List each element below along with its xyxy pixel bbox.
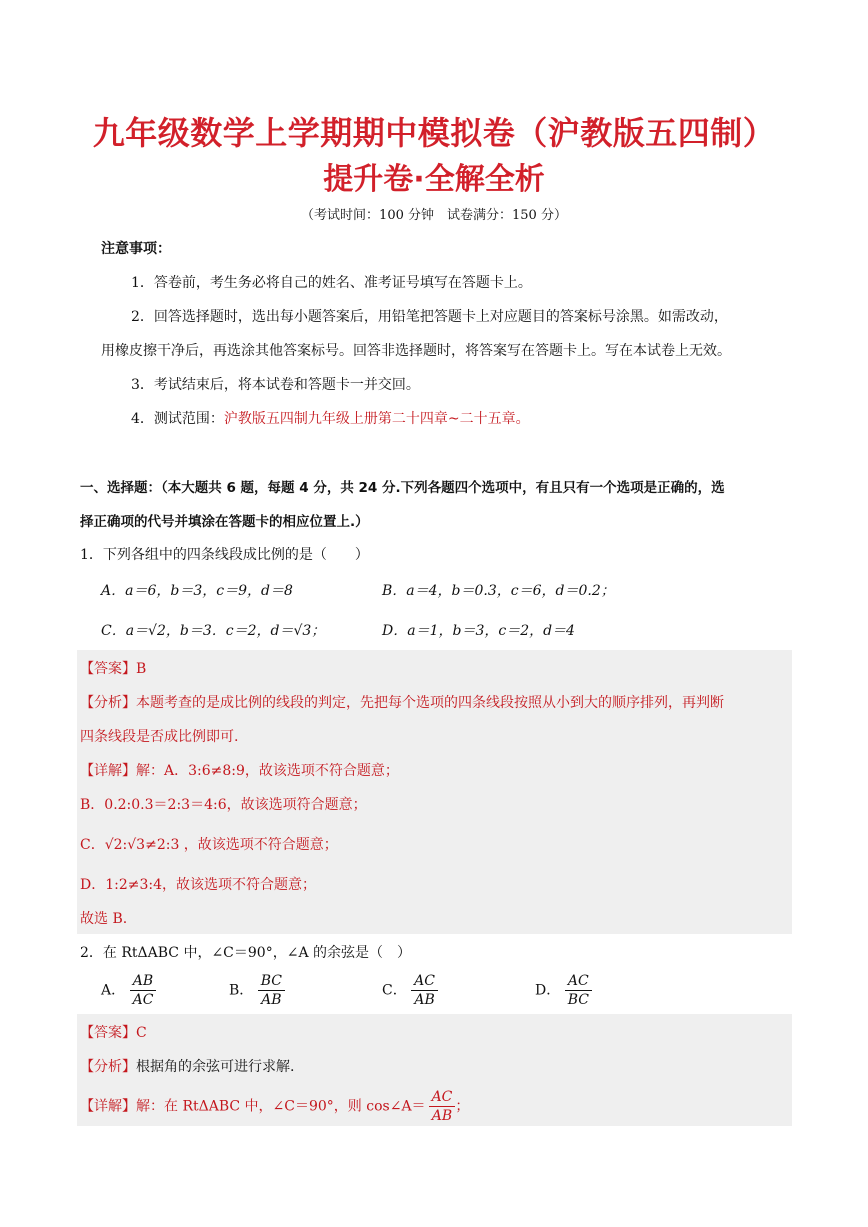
q2-option-d xyxy=(535,972,592,1009)
q1-answer: 【答案】B xyxy=(80,661,147,677)
q2-option-a xyxy=(101,972,156,1009)
q2-option-b-denominator: AB xyxy=(261,992,282,1008)
q2-option-b-label: B． xyxy=(229,982,254,999)
title-line-2: 提升卷·全解全析 xyxy=(323,162,545,197)
note-3: 3．考试结束后，将本试卷和答题卡一并交回。 xyxy=(131,377,420,393)
q1-detail-1 xyxy=(80,760,399,780)
q2-detail-end: ； xyxy=(455,1098,470,1115)
q2-answer: 【答案】C xyxy=(80,1025,147,1041)
title-line-1: 九年级数学上学期期中模拟卷（沪教版五四制） xyxy=(92,114,776,152)
note-1: 1．答卷前，考生务必将自己的姓名、准考证号填写在答题卡上。 xyxy=(131,275,532,291)
section-1-heading-1: 一、选择题：（本大题共 6 题，每题 4 分，共 24 分.下列各题四个选项中，有且只有一个选项是正确的，选 xyxy=(80,480,725,496)
q1-detail-tag: 【详解】 xyxy=(80,763,136,779)
q1-option-b: B．a＝4，b＝0.3，c＝6，d＝0.2； xyxy=(382,583,615,599)
q2-analysis-text: 根据角的余弦可进行求解. xyxy=(136,1059,295,1075)
q1-option-a: A．a＝6，b＝3，c＝9，d＝8 xyxy=(101,583,293,599)
q2-option-c xyxy=(382,972,438,1009)
q1-detail-2: B．0.2:0.3＝2:3＝4:6，故该选项符合题意； xyxy=(80,797,367,813)
q1-analysis-text-1: 本题考查的是成比例的线段的判定，先把每个选项的四条线段按照从小到大的顺序排列，再判断 xyxy=(136,695,724,711)
note-2b: 用橡皮擦干净后，再选涂其他答案标号。回答非选择题时，将答案写在答题卡上。写在本试卷上无效。 xyxy=(101,343,731,359)
note-4-prefix: 4．测试范围： xyxy=(131,411,224,427)
q2-detail xyxy=(80,1088,469,1125)
q1-option-d: D．a＝1，b＝3，c＝2，d＝4 xyxy=(382,623,575,639)
q2-option-a-denominator: AC xyxy=(132,992,154,1008)
q2-detail-numerator: AC xyxy=(429,1088,456,1107)
note-2a: 2．回答选择题时，选出每小题答案后，用铅笔把答题卡上对应题目的答案标号涂黑。如需改动， xyxy=(131,309,728,325)
section-1-heading-2: 择正确项的代号并填涂在答题卡的相应位置上.） xyxy=(80,514,369,530)
q1-stem: 1．下列各组中的四条线段成比例的是（ ） xyxy=(80,547,369,563)
q1-detail-4: D．1:2≠3:4，故该选项不符合题意； xyxy=(80,877,317,893)
q1-option-c: C．a＝√2，b＝3．c＝2，d＝√3； xyxy=(101,623,326,639)
note-4 xyxy=(131,408,530,428)
q2-option-d-numerator: AC xyxy=(565,972,592,991)
q1-analysis-2: 四条线段是否成比例即可. xyxy=(80,729,239,745)
q2-option-c-label: C． xyxy=(382,982,407,999)
q1-detail-text-1: 解：A．3:6≠8:9，故该选项不符合题意； xyxy=(136,763,399,779)
q1-analysis-1 xyxy=(80,692,724,712)
q1-analysis-tag: 【分析】 xyxy=(80,695,136,711)
q2-analysis-tag: 【分析】 xyxy=(80,1059,136,1075)
q2-option-b xyxy=(229,972,285,1009)
q2-stem: 2．在 RtΔABC 中，∠C＝90°，∠A 的余弦是（ ） xyxy=(80,945,412,961)
q2-option-b-numerator: BC xyxy=(258,972,285,991)
q2-option-c-denominator: AB xyxy=(414,992,435,1008)
q2-detail-tag: 【详解】 xyxy=(80,1098,136,1115)
q2-detail-denominator: AB xyxy=(431,1108,453,1124)
q2-option-d-label: D． xyxy=(535,982,561,999)
q2-option-a-numerator: AB xyxy=(130,972,157,991)
q1-conclusion: 故选 B. xyxy=(80,911,128,927)
exam-info: （考试时间：100 分钟 试卷满分：150 分） xyxy=(301,208,567,223)
q2-detail-text: 解：在 RtΔABC 中，∠C＝90°，则 cos∠A＝ xyxy=(136,1098,426,1115)
q2-option-c-numerator: AC xyxy=(411,972,438,991)
q2-option-d-denominator: BC xyxy=(567,992,589,1008)
q2-analysis xyxy=(80,1056,294,1076)
notes-heading: 注意事项： xyxy=(101,241,171,257)
note-4-range: 沪教版五四制九年级上册第二十四章~二十五章。 xyxy=(223,411,530,427)
q2-option-a-label: A． xyxy=(101,982,126,999)
q1-detail-3: C．√2:√3≠2:3 ，故该选项不符合题意； xyxy=(80,837,338,853)
